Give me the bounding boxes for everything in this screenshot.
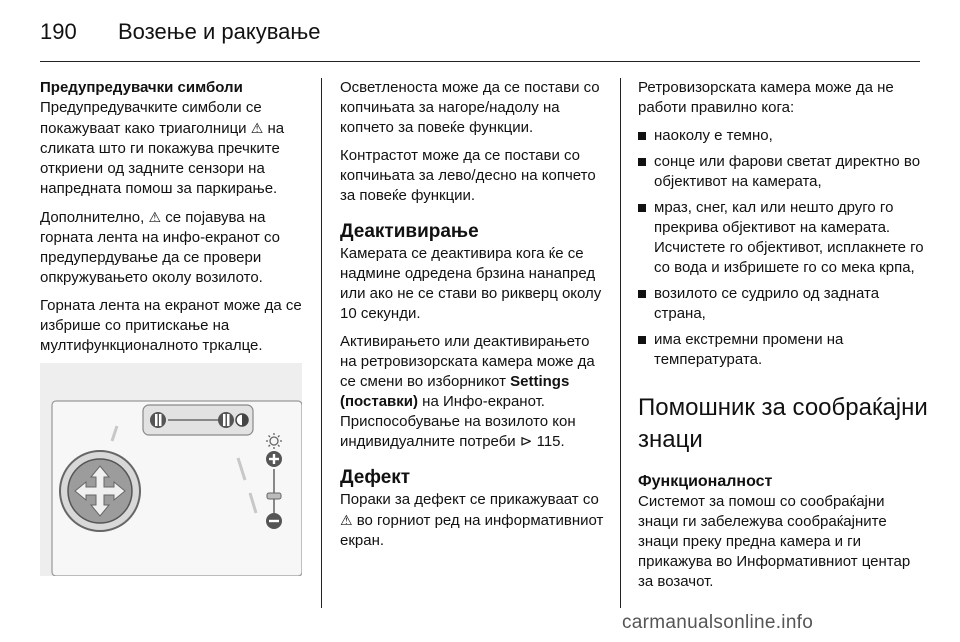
heading-deactivation: Деактивирање bbox=[340, 221, 479, 242]
conditions-list bbox=[638, 126, 928, 370]
page-title: Возење и ракување bbox=[118, 19, 321, 44]
paragraph-brightness: Осветленоста може да се постави со копчињата за нагоре/надолу на копчето за повеќе функции. bbox=[340, 79, 600, 136]
column-2 bbox=[340, 78, 608, 559]
list-item: возилото се судрило од задната страна, bbox=[638, 284, 928, 324]
list-item: има екстремни промени на температурата. bbox=[638, 330, 928, 370]
heading-warning-symbols: Предупредувачки симболи bbox=[40, 79, 243, 96]
settings-menu-label: Settings (поставки) bbox=[340, 373, 570, 410]
watermark: carmanualsonline.info bbox=[622, 612, 814, 633]
paragraph-top-bar: Горната лента на екранот може да се избрише со притискање на мултифункционалното тркалце. bbox=[40, 297, 302, 354]
paragraph-camera-intro: Ретровизорската камера може да не работи правилно кога: bbox=[638, 79, 894, 116]
heading-fault: Дефект bbox=[340, 467, 411, 488]
column-1 bbox=[40, 78, 308, 390]
warning-triangle-icon: ⚠ bbox=[148, 209, 162, 225]
display-settings-figure bbox=[40, 363, 302, 576]
heading-functionality: Функционалност bbox=[638, 473, 773, 490]
paragraph-functionality: Системот за помош со сообраќајни знаци ги забележува сообраќајните знаци преку предна камера и ги прикажува во Информативниот центар за возачот. bbox=[638, 493, 911, 590]
column-3 bbox=[638, 78, 928, 600]
list-item: сонце или фарови светат директно во објективот на камерата, bbox=[638, 152, 928, 192]
header-rule bbox=[40, 61, 920, 62]
paragraph-symbols: Предупредувачките симболи се покажуваат како триаголници ⚠ на сликата што ги покажува пречките откриени од задните сензори на напредната помош за паркирање. bbox=[40, 99, 285, 197]
warning-triangle-icon: ⚠ bbox=[250, 120, 264, 136]
list-item: наоколу е темно, bbox=[638, 126, 928, 146]
paragraph-additional: Дополнително, ⚠ се појавува на горната лента на инфо-екранот со предупердување да се провери опкружувањето околу возилото. bbox=[40, 209, 280, 286]
paragraph-contrast: Контрастот може да се постави со копчињата за лево/десно на копчето за повеќе функции. bbox=[340, 147, 596, 204]
paragraph-deactivation: Камерата се деактивира кога ќе се надмине одредена брзина нанапред или ако не се стави во рикверц околу 10 секунди. bbox=[340, 245, 602, 322]
list-item: мраз, снег, кал или нешто друго го прекрива објективот на камерата. Исчистете го објективот, исплакнете го со вода и избришете го со мека крпа, bbox=[638, 198, 928, 278]
column-divider-1 bbox=[321, 78, 322, 608]
paragraph-fault: Пораки за дефект се прикажуваат со ⚠ во горниот ред на информативниот екран. bbox=[340, 491, 604, 549]
contrast-icon bbox=[236, 414, 248, 426]
paragraph-activation: Активирањето или деактивирањето на ретровизорската камера може да се смени во изборникот Settings (поставки) на Инфо-екранот. Приспособување на возилото кон индивидуалните потреби ⊳ 115. bbox=[340, 333, 595, 450]
page-reference-arrow: ⊳ bbox=[519, 433, 533, 450]
heading-traffic-sign-assistant: Помошник за сообраќајни знаци bbox=[638, 394, 928, 453]
page-reference: 115. bbox=[532, 433, 565, 450]
warning-triangle-icon: ⚠ bbox=[340, 512, 353, 528]
column-divider-2 bbox=[620, 78, 621, 608]
page-number: 190 bbox=[40, 19, 77, 44]
four-way-arrow-icon bbox=[60, 451, 140, 531]
